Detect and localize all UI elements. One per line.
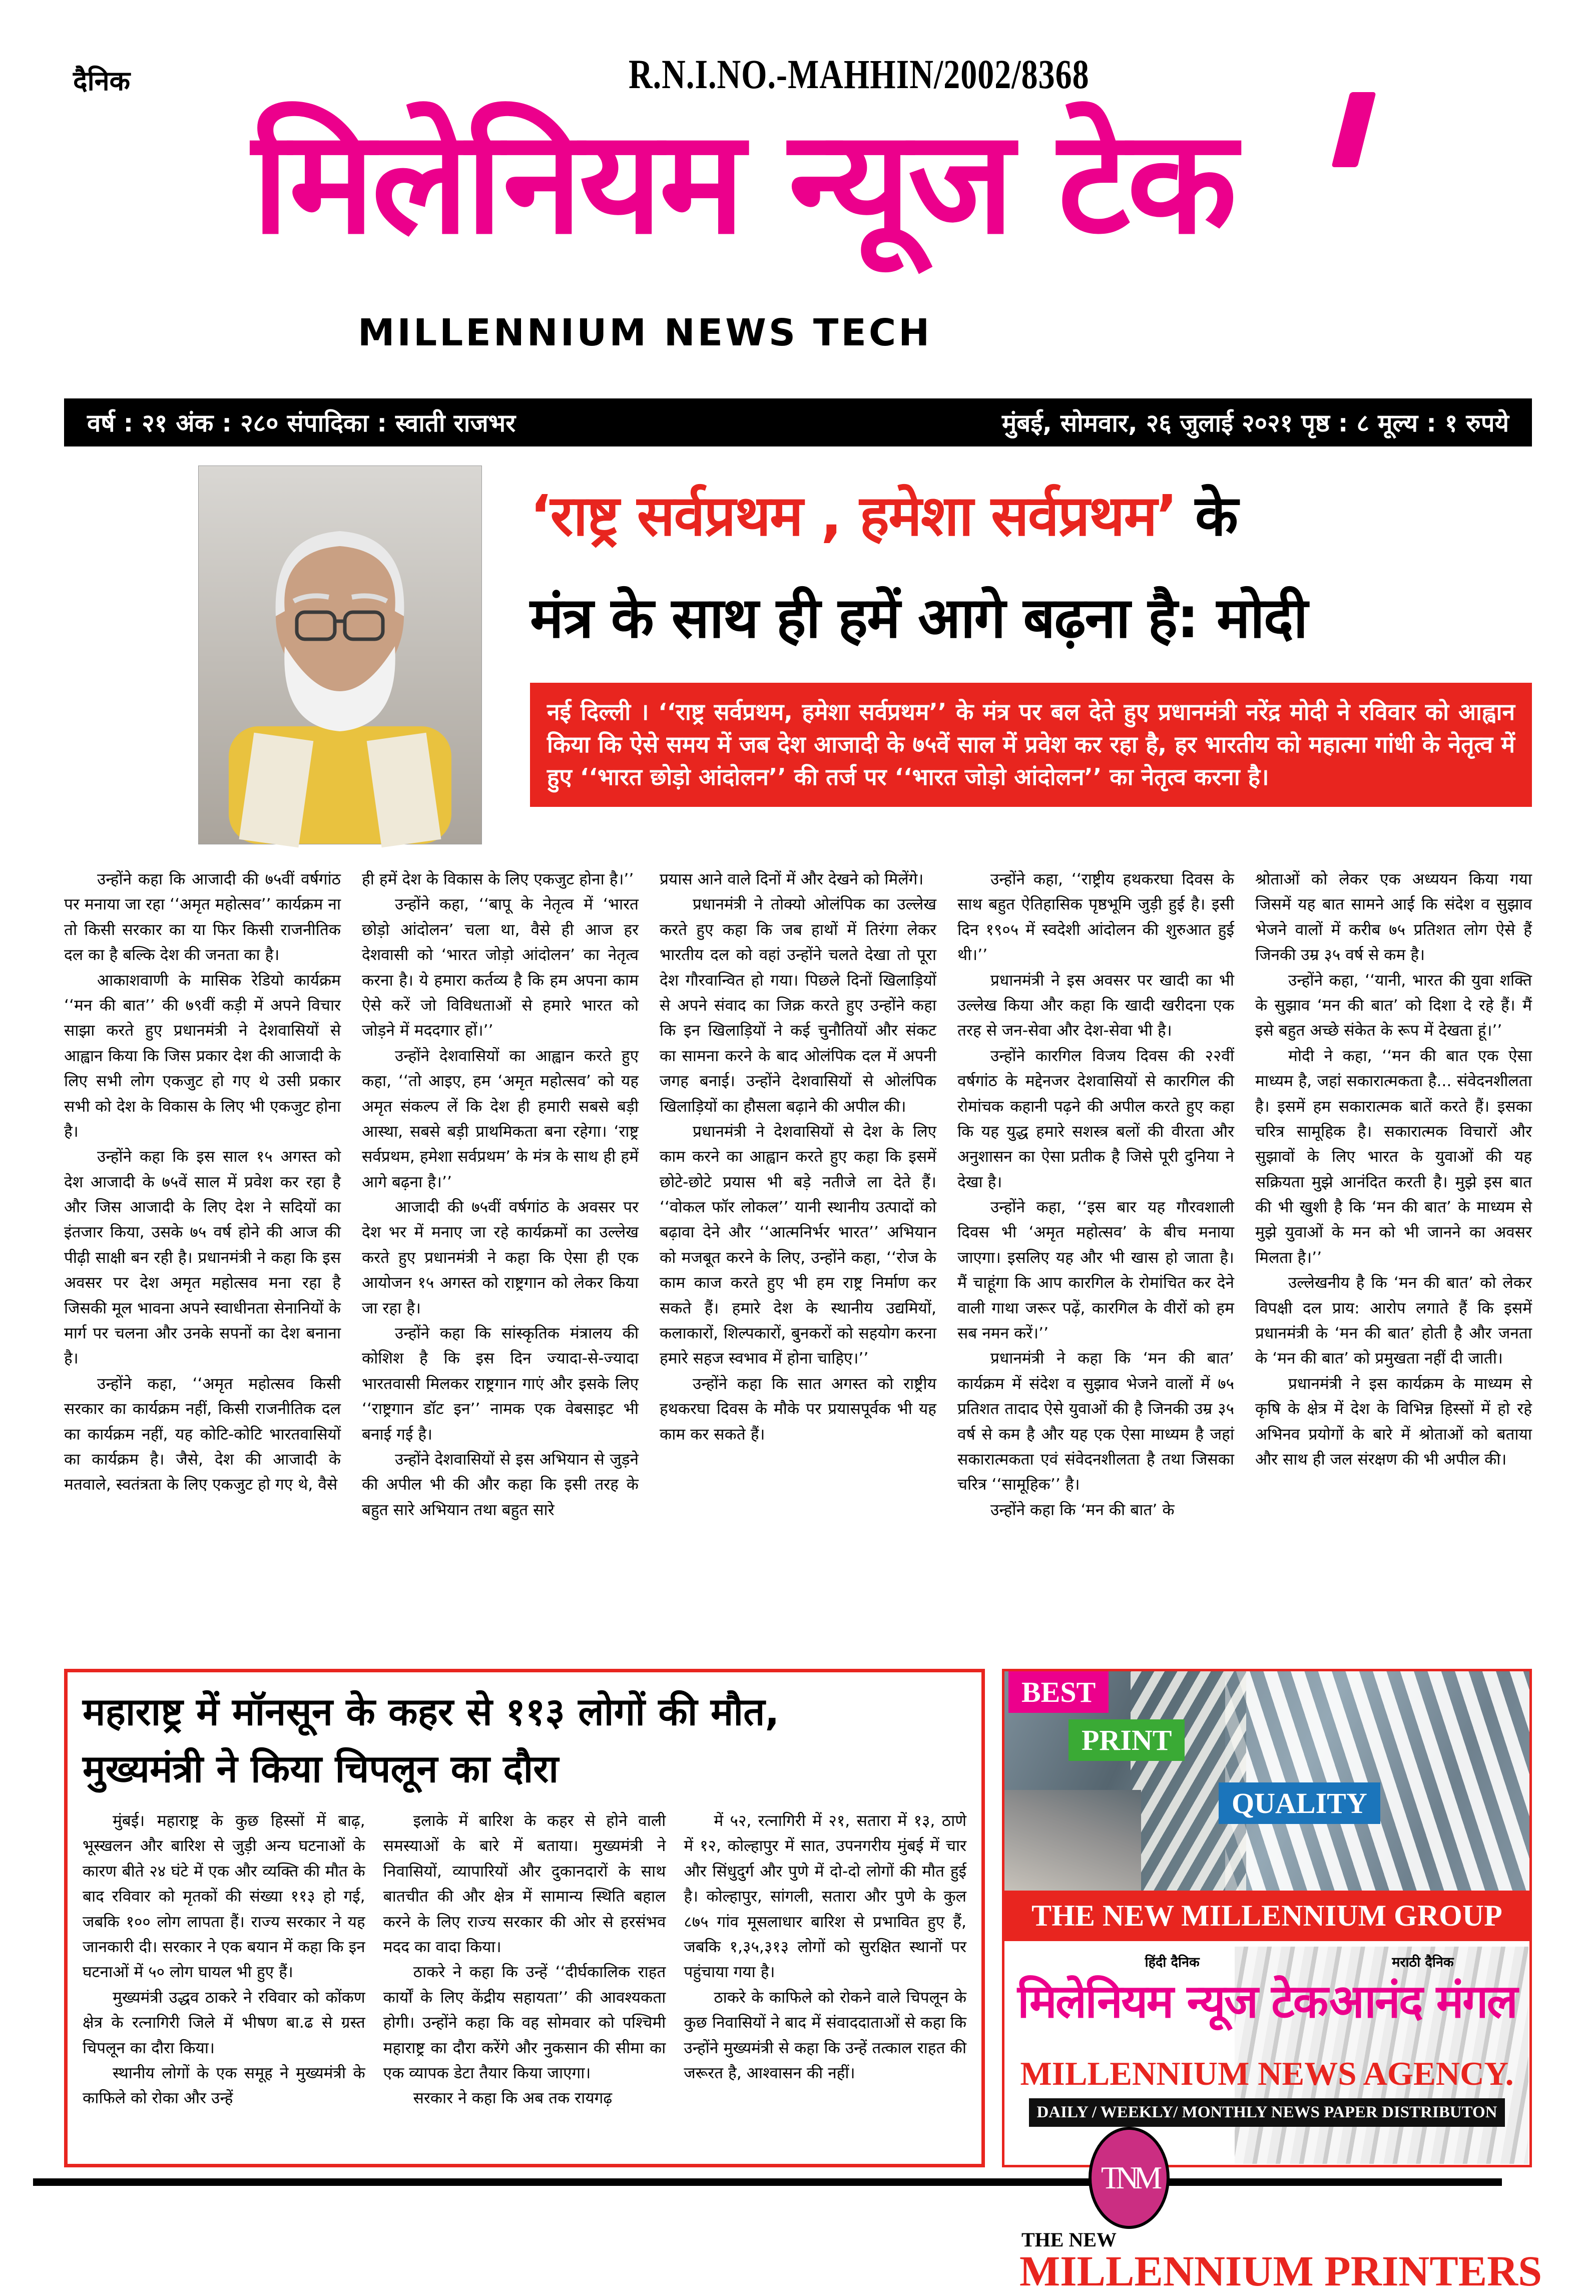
body-column-5 — [1255, 867, 1532, 1657]
group-papers — [1004, 1941, 1529, 2037]
paragraph: प्रधानमंत्री ने तोक्यो ओलंपिक का उल्लेख करते हुए कहा कि जब हाथों में तिरंगा लेकर भारतीय दल को वहां उन्होंने चलते देखा तो पूरा देश गौरवान्वित हो गया। पिछले दिनों खिलाड़ियों से अपने संवाद का जिक्र करते हुए उन्होंने कहा कि इन खिलाड़ियों ने कई चुनौतियों और संकट का सामना करने के बाद ओलंपिक दल में अपनी जगह बनाई। उन्होंने देशवासियों से ओलंपिक खिलाड़ियों का हौसला बढ़ाने की अपील की। — [660, 895, 936, 1116]
printers-block — [1004, 2130, 1542, 2295]
lead-headline — [530, 466, 1532, 670]
press-image-placeholder — [1225, 1671, 1529, 1891]
paragraph: श्रोताओं को लेकर एक अध्ययन किया गया जिसमें यह बात सामने आई कि संदेश व सुझाव भेजने वालों में करीब ७५ प्रतिशत लोग ऐसे हैं जिनकी उम्र ३५ वर्ष से कम है। — [1255, 870, 1532, 965]
paragraph: उन्होंने कहा कि सांस्कृतिक मंत्रालय की कोशिश है कि इस दिन ज्यादा-से-ज्यादा भारतवासी मिलकर राष्ट्रगान गाएं और इसके लिए ‘‘राष्ट्रगान डॉट इन’’ नामक एक वेबसाइट भी बनाई गई है। — [362, 1324, 639, 1444]
paragraph: ठाकरे ने कहा कि उन्हें ‘‘दीर्घकालिक राहत कार्यों के लिए केंद्रीय सहायता’’ की आवश्यकता होगी। उन्होंने कहा कि वह सोमवार को पश्चिमी महाराष्ट्र का दौरा करेंगे और नुकसान की सीमा का एक व्यापक डेटा तैयार किया जाएगा। — [383, 1963, 666, 2082]
masthead-title-hindi: मिलेनियम न्यूज टेक — [252, 100, 1234, 266]
monsoon-headline-line-2: मुख्यमंत्री ने किया चिपलून का दौरा — [83, 1746, 559, 1791]
paragraph: आजादी की ७५वीं वर्षगांठ के अवसर पर देश भर में मनाए जा रहे कार्यक्रमों का उल्लेख करते हुए प्रधानमंत्री ने कहा कि ऐसा ही एक आयोजन १५ अगस्त को राष्ट्रगान को लेकर किया जा रहा है। — [362, 1198, 639, 1317]
dateline-strip — [64, 398, 1532, 446]
monsoon-headline-line-1: महाराष्ट्र में मॉनसून के कहर से ११३ लोगों की मौत, — [83, 1689, 780, 1734]
headline-accent: ‘राष्ट्र सर्वप्रथम , हमेशा सर्वप्रथम’ — [530, 484, 1177, 549]
paragraph: प्रधानमंत्री ने इस कार्यक्रम के माध्यम से कृषि के क्षेत्र में देश के विभिन्न हिस्सों में हो रहे अभिनव प्रयोगों के बारे में श्रोताओं को बताया और साथ ही जल संरक्षण की भी अपील की। — [1255, 1374, 1532, 1469]
dateline-right: मुंबई, सोमवार, २६ जुलाई २०२१ पृष्ठ : ८ मूल्य : १ रुपये — [1001, 409, 1509, 437]
monsoon-columns — [83, 1808, 966, 2111]
paragraph: उन्होंने देशवासियों का आह्वान करते हुए कहा, ‘‘तो आइए, हम ‘अमृत महोत्सव’ को यह अमृत संकल्प लें कि देश ही हमारी सबसे बड़ी आस्था, सबसे बड़ी प्राथमिकता बना रहेगा। ‘राष्ट्र सर्वप्रथम, हमेशा सर्वप्रथम’ के मंत्र के साथ ही हमें आगे बढ़ना है।’’ — [362, 1047, 639, 1191]
press-image-placeholder — [1131, 1671, 1246, 1891]
tnm-logo: TNM — [1089, 2127, 1170, 2229]
news-agency-block — [1004, 2055, 1529, 2127]
daily-label: दैनिक — [73, 65, 131, 97]
paragraph: उन्होंने कारगिल विजय दिवस की २२वीं वर्षगांठ के मद्देनजर देशवासियों से कारगिल की रोमांचक कहानी पढ़ने की अपील करते हुए कहा कि यह युद्ध हमारे सशस्त्र बलों की वीरता और अनुशासन का ऐसा प्रतीक है जिसे पूरी दुनिया ने देखा है। — [957, 1047, 1234, 1191]
collage-label-print: PRINT — [1069, 1719, 1185, 1761]
monsoon-headline — [83, 1683, 966, 1797]
paper-marathi-tag: मराठी दैनिक — [1392, 1955, 1454, 1970]
paragraph: उन्होंने कहा कि ‘मन की बात’ के — [990, 1501, 1175, 1519]
millennium-group-ad — [1002, 1669, 1542, 2295]
body-column-3 — [660, 867, 936, 1657]
printing-press-collage — [1004, 1671, 1529, 1891]
paper-hindi-tag: हिंदी दैनिक — [1145, 1955, 1200, 1970]
lead-body-columns — [64, 867, 1532, 1657]
paragraph: आकाशवाणी के मासिक रेडियो कार्यक्रम ‘‘मन की बात’’ की ७९वीं कड़ी में अपने विचार साझा करते हुए प्रधानमंत्री ने देशवासियों से आह्वान किया कि जिस प्रकार देश की आजादी के लिए सभी लोग एकजुट हो गए थे उसी प्रकार सभी को देश के विकास के लिए भी एकजुट होना है। — [64, 971, 341, 1141]
paragraph: इलाके में बारिश के कहर से होने वाली समस्याओं के बारे में बताया। मुख्यमंत्री ने निवासियों, व्यापारियों और दुकानदारों के साथ बातचीत की और क्षेत्र में सामान्य स्थिति बहाल करने के लिए राज्य सरकार की ओर से हरसंभव मदद का वादा किया। — [383, 1812, 666, 1956]
paragraph: मुंबई। महाराष्ट्र के कुछ हिस्सों में बाढ़, भूस्खलन और बारिश से जुड़ी अन्य घटनाओं के कारण बीते २४ घंटे में एक और व्यक्ति की मौत के बाद रविवार को मृतकों की संख्या ११३ हो गई, जबकि १०० लोग लापता हैं। राज्य सरकार ने यह जानकारी दी। सरकार ने एक बयान में कहा कि इन घटनाओं में ५० लोग घायल भी हुए हैं। — [83, 1812, 365, 1982]
lead-headline-block — [530, 466, 1532, 845]
paper-hindi-name: मिलेनियम न्यूज टेक — [1017, 1975, 1327, 2028]
paragraph: प्रधानमंत्री ने कहा कि ‘मन की बात’ कार्यक्रम में संदेश व सुझाव भेजने वालों में ७५ प्रतिशत तादाद ऐसे युवाओं की है जिनकी उम्र ३५ वर्ष से कम है और यह एक ऐसा माध्यम है जहां सकारात्मकता एवं संवेदनशीलता है तथा जिसका चरित्र ‘‘सामूहिक’’ है। — [957, 1349, 1234, 1494]
printers-name: MILLENNIUM PRINTERS — [1019, 2247, 1542, 2295]
paragraph: उल्लेखनीय है कि ‘मन की बात’ को लेकर विपक्षी दल प्राय: आरोप लगाते हैं कि इसमें प्रधानमंत्री के ‘मन की बात’ होती है और जनता के ‘मन की बात’ को प्रमुखता नहीं दी जाती। — [1255, 1274, 1532, 1368]
headline-line-2: मंत्र के साथ ही हमें आगे बढ़ना है: मोदी — [530, 585, 1307, 651]
press-image-placeholder — [1004, 1790, 1141, 1891]
collage-label-best: BEST — [1008, 1671, 1109, 1713]
group-banner: THE NEW MILLENNIUM GROUP — [1004, 1891, 1529, 1941]
bottom-row — [64, 1669, 1542, 2295]
monsoon-column-1 — [83, 1808, 365, 2111]
paragraph: उन्होंने देशवासियों से इस अभियान से जुड़ने की अपील भी की और कहा कि इसी तरह के बहुत सारे अभियान तथा बहुत सारे — [362, 1450, 639, 1519]
paper-marathi-name: आनंद मंगल — [1329, 1975, 1516, 2028]
paragraph: उन्होंने कहा, ‘‘अमृत महोत्सव किसी सरकार का कार्यक्रम नहीं, किसी राजनीतिक दल का कार्यक्रम नहीं, यह कोटि-कोटि भारतवासियों का कार्यक्रम है। जैसे, देश की आजादी के मतवाले, स्वतंत्रता के लिए एकजुट हो गए थे, वैसे — [64, 1374, 341, 1494]
paragraph: उन्होंने कहा कि आजादी की ७५वीं वर्षगांठ पर मनाया जा रहा ‘‘अमृत महोत्सव’’ कार्यक्रम ना तो किसी सरकार का या फिर किसी राजनीतिक दल का है बल्कि देश की जनता का है। — [64, 870, 341, 965]
agency-subtitle: DAILY / WEEKLY/ MONTHLY NEWS PAPER DISTRIBUTON — [1029, 2098, 1505, 2127]
paragraph: स्थानीय लोगों के एक समूह ने मुख्यमंत्री के काफिले को रोका और उन्हें — [83, 2064, 365, 2108]
body-column-1 — [64, 867, 341, 1657]
printers-prefix: THE NEW — [1021, 2228, 1117, 2251]
paragraph: सरकार ने कहा कि अब तक रायगढ़ — [413, 2089, 613, 2108]
lead-photo — [198, 466, 482, 844]
paragraph: मुख्यमंत्री उद्धव ठाकरे ने रविवार को कोंकण क्षेत्र के रत्नागिरी जिले में भीषण बा.ढ से ग्रस्त चिपलून का दौरा किया। — [83, 1988, 365, 2057]
paper-marathi — [1329, 1952, 1516, 2033]
paragraph: प्रयास आने वाले दिनों में और देखने को मिलेंगे। — [660, 870, 924, 888]
paragraph: में ५२, रत्नागिरी में २१, सतारा में १३, ठाणे में १२, कोल्हापुर में सात, उपनगरीय मुंबई में चार और सिंधुदुर्ग और पुणे में दो-दो लोगों की मौत हुई है। कोल्हापुर, सांगली, सतारा और पुणे के कुल ८७५ गांव मूसलाधार बारिश से प्रभावित हुए हैं, जबकि १,३५,३१३ लोगों को सुरक्षित स्थानों पर पहुंचाया गया है। — [684, 1812, 967, 1982]
lead-story — [64, 466, 1532, 845]
agency-name: MILLENNIUM NEWS AGENCY. — [1020, 2055, 1514, 2093]
lead-intro-box: नई दिल्ली । ‘‘राष्ट्र सर्वप्रथम, हमेशा सर्वप्रथम’’ के मंत्र पर बल देते हुए प्रधानमंत्री नरेंद्र मोदी ने रविवार को आह्वान किया कि ऐसे समय में जब देश आजादी के ७५वें साल में प्रवेश कर रहा है, हर भारतीय को महात्मा गांधी के नेतृत्व में हुए ‘‘भारत छोड़ो आंदोलन’’ की तर्ज पर ‘‘भारत जोड़ो आंदोलन’’ का नेतृत्व करना है। — [530, 683, 1532, 807]
lead-left-spacer — [64, 466, 198, 845]
body-column-2 — [362, 867, 639, 1657]
collage-label-quality: QUALITY — [1219, 1782, 1380, 1824]
monsoon-story-box — [64, 1669, 985, 2167]
rni-number: R.N.I.NO.-MAHHIN/2002/8368 — [629, 52, 1090, 98]
paragraph: उन्होंने कहा, ‘‘इस बार यह गौरवशाली दिवस भी ‘अमृत महोत्सव’ के बीच मनाया जाएगा। इसलिए यह और भी खास हो जाता है। मैं चाहूंगा कि आप कारगिल के रोमांचित कर देने वाली गाथा जरूर पढ़ें, कारगिल के वीरों को हम सब नमन करें।’’ — [957, 1198, 1234, 1343]
paragraph: प्रधानमंत्री ने इस अवसर पर खादी का भी उल्लेख किया और कहा कि खादी खरीदना एक तरह से जन-सेवा और देश-सेवा भी है। — [957, 971, 1234, 1040]
dateline-left: वर्ष : २१ अंक : २८० संपादिका : स्वाती राजभर — [87, 409, 516, 437]
paragraph: उन्होंने कहा कि इस साल १५ अगस्त को देश आजादी के ७५वें साल में प्रवेश कर रहा है और जिस आजादी के लिए देश ने सदियों का इंतजार किया, उसके ७५ वर्ष होने की आज की पीढ़ी साक्षी बन रही है। प्रधानमंत्री ने कहा कि इस अवसर पर देश अमृत महोत्सव मना रहा है जिसकी मूल भावना अपने स्वाधीनता सेनानियों के मार्ग पर चलना और उनके सपनों का देश बनाना है। — [64, 1148, 341, 1368]
paper-hindi — [1017, 1952, 1327, 2033]
masthead-area — [64, 42, 1532, 398]
paragraph: मोदी ने कहा, ‘‘मन की बात एक ऐसा माध्यम है, जहां सकारात्मकता है... संवेदनशीलता है। इसमें हम सकारात्मक बातें करते हैं। इसका चरित्र सामूहिक है। सकारात्मक विचारों और सुझावों के लिए भारत के युवाओं की यह सक्रियता मुझे आनंदित करती है। मुझे इस बात की भी खुशी है कि ‘मन की बात’ के माध्यम से मुझे युवाओं के मन को भी जानने का अवसर मिलता है।’’ — [1255, 1047, 1532, 1267]
paragraph: उन्होंने कहा, ‘‘यानी, भारत की युवा शक्ति के सुझाव ‘मन की बात’ को दिशा दे रहे हैं। मैं इसे बहुत अच्छे संकेत के रूप में देखता हूं।’’ — [1255, 971, 1532, 1040]
monsoon-column-2 — [383, 1808, 666, 2111]
headline-suffix: के — [1176, 484, 1237, 549]
paragraph: प्रधानमंत्री ने देशवासियों से देश के लिए काम करने का आह्वान करते हुए कहा कि इसमें छोटे-छोटे प्रयास भी बड़े नतीजे ला देते हैं। ‘‘वोकल फॉर लोकल’’ यानी स्थानीय उत्पादों को बढ़ावा देने और ‘‘आत्मनिर्भर भारत’’ अभियान को मजबूत करने के लिए, उन्होंने कहा, ‘‘रोज के काम काज करते हुए भी हम राष्ट्र निर्माण कर सकते हैं। हमारे देश के स्थानीय उद्यमियों, कलाकारों, शिल्पकारों, बुनकरों को सहयोग करना हमारे सहज स्वभाव में होना चाहिए।’’ — [660, 1122, 936, 1368]
headline-line-1 — [530, 466, 1532, 568]
masthead-title-english: MILLENNIUM NEWS TECH — [357, 311, 932, 354]
paragraph: उन्होंने कहा कि सात अगस्त को राष्ट्रीय हथकरघा दिवस के मौके पर प्रयासपूर्वक भी यह काम कर सकते हैं। — [660, 1374, 936, 1444]
monsoon-column-3 — [684, 1808, 966, 2111]
paragraph: ठाकरे के काफिले को रोकने वाले चिपलून के कुछ निवासियों ने बाद में संवाददाताओं से कहा कि उन्होंने मुख्यमंत्री से कहा कि उन्हें तत्काल राहत की जरूरत है, आश्वासन की नहीं। — [684, 1988, 967, 2082]
body-column-4 — [957, 867, 1234, 1657]
paragraph: उन्होंने कहा, ‘‘राष्ट्रीय हथकरघा दिवस के साथ बहुत ऐतिहासिक पृष्ठभूमि जुड़ी हुई है। इसी दिन १९०५ में स्वदेशी आंदोलन की शुरुआत हुई थी।’’ — [957, 870, 1234, 965]
paragraph: ही हमें देश के विकास के लिए एकजुट होना है।’’ — [362, 870, 634, 888]
paragraph: उन्होंने कहा, ‘‘बापू के नेतृत्व में ‘भारत छोड़ो आंदोलन’ चला था, वैसे ही आज हर देशवासी को ‘भारत जोड़ो आंदोलन’ का नेतृत्व करना है। ये हमारा कर्तव्य है कि हम अपना काम ऐसे करें जो विविधताओं से हमारे भारत को जोड़ने में मददगार हों।’’ — [362, 895, 639, 1040]
